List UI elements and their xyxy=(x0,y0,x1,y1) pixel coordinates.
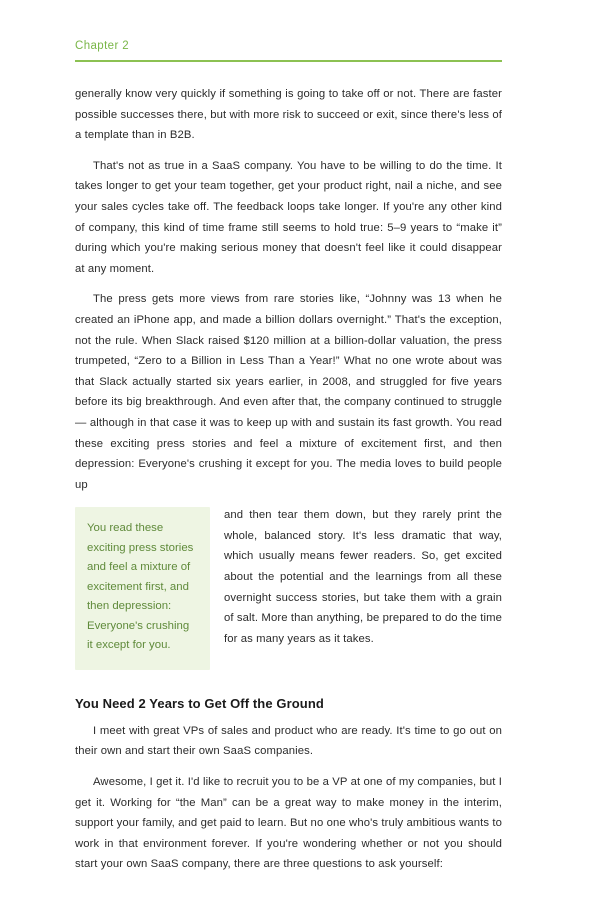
pullquote: You read these exciting press stories and feel a mixture of excitement first, and then depression: Everyone's crushing it except for you. xyxy=(75,507,210,670)
page-content xyxy=(75,84,502,875)
paragraph-press-stories: The press gets more views from rare stories like, “Johnny was 13 when he created an iPhone app, and made a billion dollars overnight.” That's the exception, not the rule. When Slack raised $120 million at a billion-dollar valuation, the press trumpeted, “Zero to a Billion in Less Than a Year!” What no one wrote about was that Slack actually started six years earlier, in 2008, and struggled for five years before its big breakthrough. And even after that, the company continued to struggle — although in that case it was to keep up with and sustain its fast growth. You read these exciting press stories and feel a mixture of excitement first, and then depression: Everyone's crushing it except for you. The media loves to build people up xyxy=(75,293,502,491)
pullquote-wrap-block xyxy=(75,505,502,674)
paragraph-awesome: Awesome, I get it. I'd like to recruit you to be a VP at one of my companies, but I get it. Working for “the Man” can be a great way to make money in the interim, support your family, and get paid to learn. But no one who's truly ambitious wants to work in that environment forever. If you're wondering whether or not you should start your own SaaS company, there are three questions to ask yourself: xyxy=(75,775,502,871)
paragraph-saas-company: That's not as true in a SaaS company. You have to be willing to do the time. It takes longer to get your team together, get your product right, nail a niche, and see your sales cycles take off. The feedback loops take longer. If you're any other kind of company, this kind of time frame still seems to hold true: 5–9 years to “make it” during which you're making serious money that doesn't feel like it could disappear at any moment. xyxy=(75,159,502,275)
header-divider xyxy=(75,60,502,62)
chapter-label: Chapter 2 xyxy=(75,40,130,52)
paragraph-meet-vps: I meet with great VPs of sales and product who are ready. It's time to go out on their own and start their own SaaS companies. xyxy=(75,724,502,758)
paragraph-press-stories-continued: and then tear them down, but they rarely print the whole, balanced story. It's less dramatic that way, which usually means fewer readers. So, get excited about the potential and the learnings from all these overnight success stories, but take them with a grain of salt. More than anything, be prepared to do the time for as many years as it takes. xyxy=(224,509,502,645)
paragraph-continuation: generally know very quickly if something is going to take off or not. There are faster possible successes there, but with more risk to succeed or exit, since there's less of a template than in B2B. xyxy=(75,88,502,142)
page-header xyxy=(75,40,502,62)
section-heading: You Need 2 Years to Get Off the Ground xyxy=(75,695,324,711)
